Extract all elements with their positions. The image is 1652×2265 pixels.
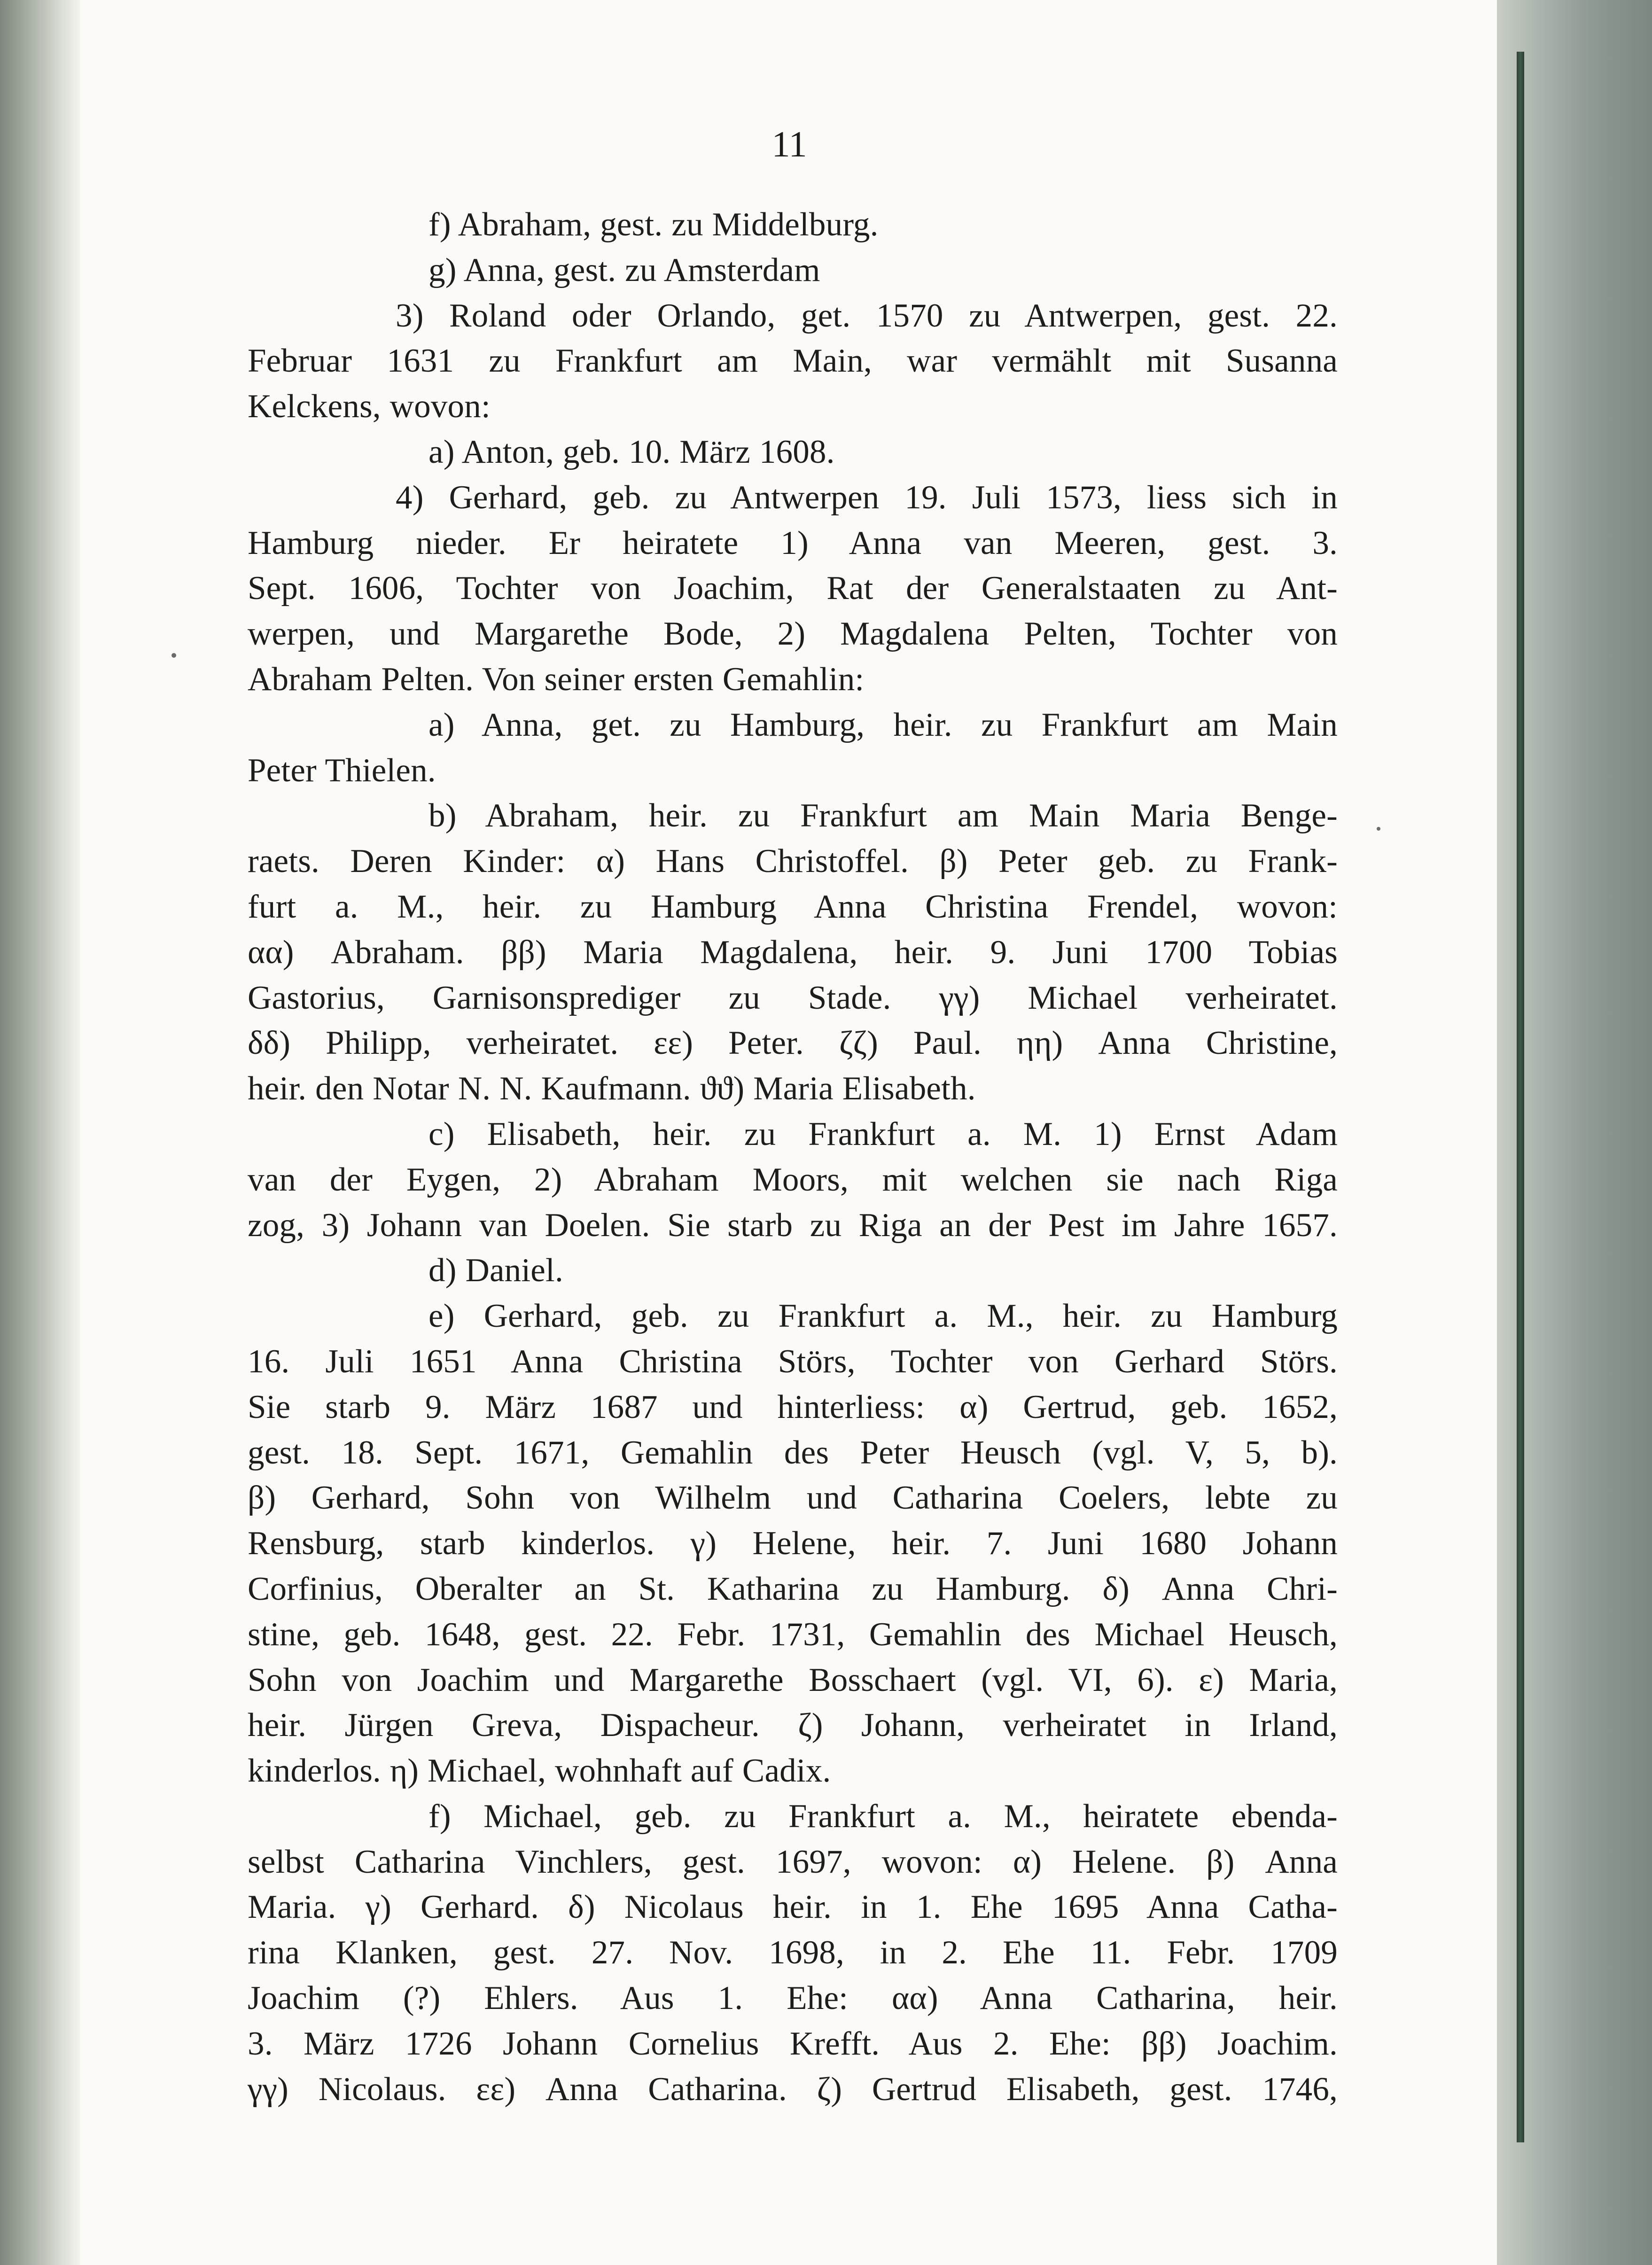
text-line: c) Elisabeth, heir. zu Frankfurt a. M. 1) Ernst Adam [429, 1115, 1338, 1152]
text-line: furt a. M., heir. zu Hamburg Anna Christina Frendel, wovon: [248, 888, 1338, 925]
speck [171, 653, 176, 658]
scan-shadow-left [0, 0, 80, 2265]
text-line: β) Gerhard, Sohn von Wilhelm und Catharina Coelers, lebte zu [248, 1479, 1338, 1517]
text-line: b) Abraham, heir. zu Frankfurt am Main Maria Benge- [429, 797, 1338, 834]
text-line: Kelckens, wovon: [248, 388, 491, 425]
text-line: Sohn von Joachim und Margarethe Bosschaert (vgl. VI, 6). ε) Maria, [248, 1661, 1338, 1698]
text-line: g) Anna, gest. zu Amsterdam [429, 251, 820, 288]
text-line: 3. März 1726 Johann Cornelius Krefft. Aus 2. Ehe: ββ) Joachim. [248, 2025, 1338, 2062]
book-page [80, 0, 1497, 2265]
text-line: Februar 1631 zu Frankfurt am Main, war vermählt mit Susanna [248, 342, 1338, 380]
text-line: Sie starb 9. März 1687 und hinterliess: α) Gertrud, geb. 1652, [248, 1388, 1338, 1425]
page-number: 11 [771, 124, 807, 164]
text-line: heir. den Notar N. N. Kaufmann. ϑϑ) Maria Elisabeth. [248, 1070, 976, 1107]
text-line: Peter Thielen. [248, 752, 436, 789]
text-line: αα) Abraham. ββ) Maria Magdalena, heir. 9. Juni 1700 Tobias [248, 934, 1338, 971]
text-line: Corfinius, Oberalter an St. Katharina zu Hamburg. δ) Anna Chri- [248, 1570, 1338, 1607]
text-line: Sept. 1606, Tochter von Joachim, Rat der Generalstaaten zu Ant- [248, 570, 1338, 607]
text-line: 16. Juli 1651 Anna Christina Störs, Tochter von Gerhard Störs. [248, 1343, 1338, 1380]
text-line: Joachim (?) Ehlers. Aus 1. Ehe: αα) Anna Catharina, heir. [248, 1980, 1338, 2017]
text-line: d) Daniel. [429, 1252, 563, 1289]
page-edge [1517, 52, 1524, 2142]
text-line: kinderlos. η) Michael, wohnhaft auf Cadix. [248, 1752, 831, 1790]
text-line: Abraham Pelten. Von seiner ersten Gemahlin: [248, 661, 865, 698]
text-line: selbst Catharina Vinchlers, gest. 1697, wovon: α) Helene. β) Anna [248, 1843, 1338, 1880]
speck [1377, 827, 1380, 831]
text-line: Hamburg nieder. Er heiratete 1) Anna van Meeren, gest. 3. [248, 524, 1338, 561]
text-line: γγ) Nicolaus. εε) Anna Catharina. ζ) Gertrud Elisabeth, gest. 1746, [248, 2070, 1338, 2108]
text-line: 4) Gerhard, geb. zu Antwerpen 19. Juli 1573, liess sich in [396, 479, 1338, 516]
text-line: δδ) Philipp, verheiratet. εε) Peter. ζζ) Paul. ηη) Anna Christine, [248, 1025, 1338, 1062]
text-line: Maria. γ) Gerhard. δ) Nicolaus heir. in 1. Ehe 1695 Anna Catha- [248, 1889, 1338, 1926]
text-line: zog, 3) Johann van Doelen. Sie starb zu Riga an der Pest im Jahre 1657. [248, 1206, 1338, 1244]
text-line: rina Klanken, gest. 27. Nov. 1698, in 2. Ehe 11. Febr. 1709 [248, 1934, 1338, 1971]
text-line: van der Eygen, 2) Abraham Moors, mit welchen sie nach Riga [248, 1161, 1338, 1198]
text-line: a) Anton, geb. 10. März 1608. [429, 433, 835, 470]
text-line: Rensburg, starb kinderlos. γ) Helene, heir. 7. Juni 1680 Johann [248, 1525, 1338, 1562]
text-line: Gastorius, Garnisonsprediger zu Stade. γγ) Michael verheiratet. [248, 979, 1338, 1016]
text-line: a) Anna, get. zu Hamburg, heir. zu Frankfurt am Main [429, 706, 1338, 743]
text-line: werpen, und Margarethe Bode, 2) Magdalena Pelten, Tochter von [248, 615, 1338, 653]
text-line: raets. Deren Kinder: α) Hans Christoffel. β) Peter geb. zu Frank- [248, 843, 1338, 880]
text-line: gest. 18. Sept. 1671, Gemahlin des Peter Heusch (vgl. V, 5, b). [248, 1434, 1338, 1471]
text-line: stine, geb. 1648, gest. 22. Febr. 1731, Gemahlin des Michael Heusch, [248, 1616, 1338, 1653]
body-text [248, 202, 1338, 2112]
text-line: f) Abraham, gest. zu Middelburg. [429, 206, 879, 243]
text-line: heir. Jürgen Greva, Dispacheur. ζ) Johann, verheiratet in Irland, [248, 1707, 1338, 1744]
text-line: 3) Roland oder Orlando, get. 1570 zu Antwerpen, gest. 22. [396, 297, 1338, 334]
text-line: f) Michael, geb. zu Frankfurt a. M., heiratete ebenda- [429, 1798, 1338, 1835]
text-line: e) Gerhard, geb. zu Frankfurt a. M., heir. zu Hamburg [429, 1298, 1338, 1335]
